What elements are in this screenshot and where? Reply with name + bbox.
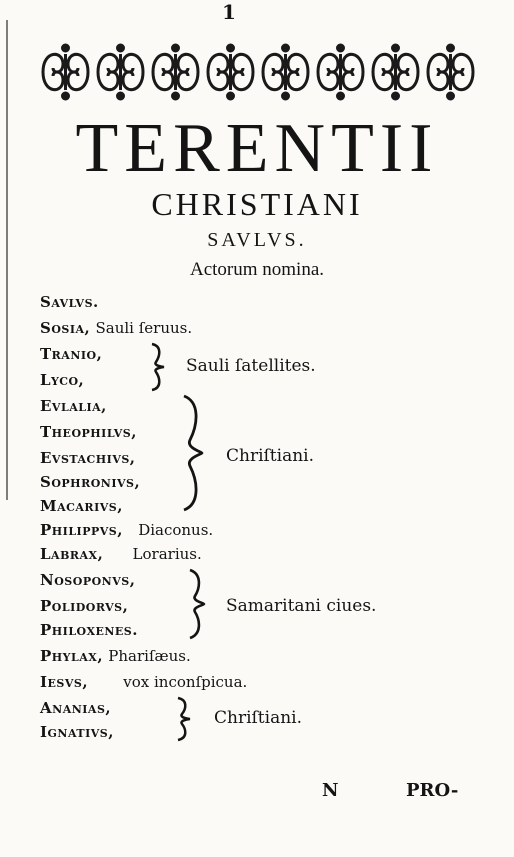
cast-row [40, 722, 114, 742]
cast-row [40, 318, 192, 338]
cast-row [40, 544, 202, 564]
cast-name: Phylax, [40, 647, 104, 665]
cast-row [40, 698, 111, 718]
brace-icon [172, 696, 194, 742]
title-line-2: CHRISTIANI [151, 186, 363, 222]
cast-row [40, 422, 137, 442]
cast-name: Sophronivs, [40, 473, 141, 491]
cast-role: Phariſæus. [108, 647, 191, 665]
cast-row [40, 292, 99, 312]
page-number: 1 [222, 0, 236, 24]
group-label: Chriſtiani. [226, 446, 315, 466]
cast-row [40, 646, 191, 666]
cast-row [40, 570, 135, 590]
cast-row [40, 344, 102, 364]
ornament-band-icon [38, 40, 478, 104]
cast-row [40, 672, 247, 692]
cast-row [40, 396, 107, 416]
cast-name: Savlvs. [40, 293, 99, 311]
title-line-3: SAVLVS. [207, 229, 307, 251]
cast-row [40, 520, 213, 540]
cast-name: Nosoponvs, [40, 571, 136, 589]
cast-role: Diaconus. [138, 521, 214, 539]
group-label: Sauli ſatellites. [186, 356, 316, 376]
cast-name: Evstachivs, [40, 449, 136, 467]
cast-name: Philippvs, [40, 521, 123, 539]
cast-name: Lyco, [40, 371, 85, 389]
cast-name: Ananias, [40, 699, 112, 717]
cast-name: Polidorvs, [40, 597, 129, 615]
cast-role: Sauli ſeruus. [95, 319, 193, 337]
cast-role: vox inconſpicua. [123, 673, 248, 691]
brace-icon [184, 568, 208, 640]
cast-name: Theophilvs, [40, 423, 137, 441]
catchword: PRO- [406, 780, 459, 801]
cast-heading: Actorum nomina. [189, 259, 325, 280]
cast-row [40, 596, 128, 616]
cast-name: Macarivs, [40, 497, 123, 515]
cast-row [40, 496, 123, 516]
group-label: Chriſtiani. [214, 708, 303, 728]
signature-mark: N [322, 780, 339, 801]
cast-row [40, 370, 84, 390]
cast-name: Tranio, [40, 345, 103, 363]
cast-row [40, 448, 136, 468]
cast-row [40, 472, 140, 492]
brace-icon [146, 342, 168, 392]
title-line-1: TERENTII [75, 110, 439, 187]
brace-icon [178, 394, 206, 512]
cast-name: Evlalia, [40, 397, 107, 415]
cast-name: Sosia, [40, 319, 91, 337]
cast-role: Lorarius. [132, 545, 202, 563]
group-label: Samaritani ciues. [226, 596, 377, 616]
cast-name: Iesvs, [40, 673, 89, 691]
cast-name: Philoxenes. [40, 621, 138, 639]
cast-name: Labrax, [40, 545, 104, 563]
cast-name: Ignativs, [40, 723, 114, 741]
cast-row [40, 620, 138, 640]
